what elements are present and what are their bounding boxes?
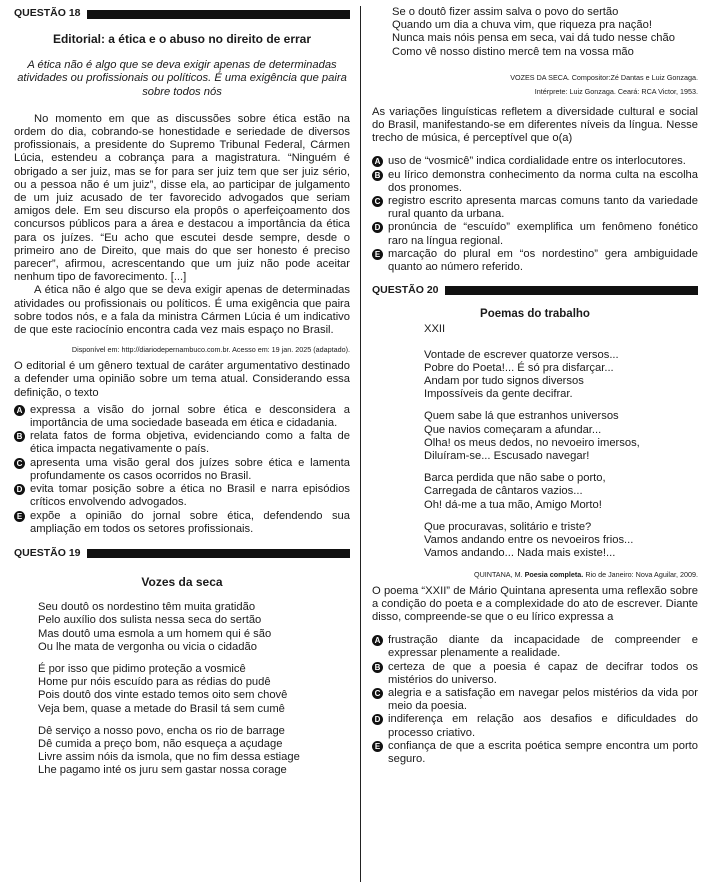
song-stanza [38,601,350,654]
poem-line: Quem sabe lá que estranhos universos [424,410,619,423]
poem-number: XXII [424,323,446,336]
poem-source [372,570,698,579]
song-title: Vozes da seca [141,574,223,589]
song-line: É por isso que pidimo proteção a vosmicê [38,662,246,675]
right-column [372,0,698,766]
option-letter-marker: D [14,484,25,495]
poem-source-work: Poesia completa. [524,569,584,579]
option-text: expressa a visão do jornal sobre ética e desconsidera a importância de uma sociedade baseada em ética e cidadania. [30,403,350,430]
question-20-label: QUESTÃO 20 [372,283,439,296]
song-stanza [38,663,350,716]
question-19-header [14,546,350,562]
option-letter-marker: C [14,458,25,469]
question-18-stem: O editorial é um gênero textual de caráter argumentativo destinado a defender uma opinião sobre um tema atual. Considerando essa definição, o texto [14,360,350,399]
option-b[interactable] [372,169,698,195]
option-text: frustração diante da incapacidade de compreender e expressar plenamente a realidade. [388,634,698,660]
option-letter-marker: C [372,688,383,699]
option-letter-marker: E [14,511,25,522]
song-line: Home pur nóis escuído para as rédias do pudê [38,676,271,689]
option-d[interactable] [372,221,698,247]
song-line: Seu doutô os nordestino têm muita gratidão [38,601,256,614]
editorial-lead: A ética não é algo que se deva exigir apenas de determinadas atividades ou profissionais ou políticos. É uma exigência que paira sobre todos nós [17,59,347,98]
option-d[interactable] [372,713,698,739]
option-letter-marker: E [372,741,383,752]
poem-stanza [424,410,698,463]
song-lyrics-continued [372,6,698,59]
poem-stanza [424,472,698,512]
poem-line: Que navios começaram a afundar... [424,423,602,436]
song-line: Se o doutô fizer assim salva o povo do sertão [392,6,619,18]
header-bar [87,10,350,19]
song-line: Veja bem, quase a metade do Brasil tá sem cumê [38,702,285,715]
question-20-stem: O poema “XXII” de Mário Quintana apresenta uma reflexão sobre a condição do poeta e a complexidade do ato de escrever. Diante disso, compreende-se que o eu lírico expressa a [372,584,698,623]
editorial-source: Disponível em: http://diariodepernambuco.com.br. Acesso em: 19 jan. 2025 (adaptado). [71,345,350,355]
poem-source-publisher: Rio de Janeiro: Nova Aguilar, 2009. [585,569,698,579]
header-bar [445,286,698,295]
question-20-header [372,282,698,298]
song-line: Dê serviço a nosso povo, encha os rio de barrage [38,724,285,737]
header-bar [87,549,350,558]
poem-line: Barca perdida que não sabe o porto, [424,472,606,485]
option-letter-marker: C [372,196,383,207]
option-letter-marker: E [372,249,383,260]
option-text: relata fatos de forma objetiva, evidenciando como a falta de ética impacta negativamente o país. [30,430,350,456]
option-a[interactable] [372,155,698,168]
poem-stanza [424,521,698,561]
option-letter-marker: B [372,170,383,181]
poem-line: Olha! os meus dedos, no nevoeiro imersos, [424,436,640,449]
option-text: alegria e a satisfação em navegar pelos mistérios da vida por meio da poesia. [388,686,698,713]
option-text: evita tomar posição sobre a ética no Brasil e narra episódios críticos envolvendo advogados. [30,483,350,509]
song-line: Quando um dia a chuva vim, que riqueza pra nação! [392,19,652,32]
option-text: uso de “vosmicê” indica cordialidade entre os interlocutores. [388,155,686,168]
poem-line: Carregada de cântaros vazios... [424,485,583,498]
question-19-label: QUESTÃO 19 [14,547,81,560]
song-line: Nunca mais nóis pensa em seca, vai dá tudo nesse chão [392,32,675,45]
option-letter-marker: A [372,156,383,167]
song-stanza [392,6,698,59]
poem-line: Oh! dá-me a tua mão, Amigo Morto! [424,498,602,511]
poem-line: Diluíram-se... Escusado navegar! [424,450,590,463]
option-text: confiança de que a escrita poética sempre encontra um porto seguro. [388,739,698,765]
song-line: Livre assim nóis da ismola, que no fim dessa estiage [38,751,300,764]
option-c[interactable] [372,195,698,221]
song-line: Ou lhe mata de vergonha ou vicia o cidadão [38,640,257,653]
option-e[interactable] [372,248,698,274]
poem-line: Andam por tudo signos diversos [424,375,584,388]
poem-line: Impossíveis da gente decifrar. [424,388,573,401]
song-lyrics [14,601,350,777]
option-text: certeza de que a poesia é capaz de decifrar todos os mistérios do universo. [388,660,698,686]
option-text: expõe a opinião do jornal sobre ética, defendendo sua ampliação em todos os setores profissionais. [30,509,350,535]
option-letter-marker: D [372,714,383,725]
poem-line: Vontade de escrever quatorze versos... [424,348,619,361]
editorial-paragraph-2: A ética não é algo que se deva exigir apenas de determinadas atividades ou profissionais ou políticos. É uma exigência que paira sobre todos nós, e a fala da ministra Cármen Lúcia é um indicativo de que este raciocínio encontra cada vez mais espaço no Brasil. [14,284,350,337]
option-letter-marker: A [14,405,25,416]
option-e[interactable] [372,740,698,766]
option-letter-marker: A [372,635,383,646]
song-source-line-2: Intérprete: Luiz Gonzaga. Ceará: RCA Victor, 1953. [534,86,698,96]
option-text: marcação do plural em “os nordestino” gera ambiguidade quanto ao número referido. [388,247,698,274]
song-line: Lhe pagamo inté os juru sem gastar nossa corage [38,764,287,777]
option-text: apresenta uma visão geral dos juízes sobre ética e lamenta profundamente os casos ocorridos no Brasil. [30,456,350,482]
song-line: Pelo auxílio dos sulista nessa seca do sertão [38,614,262,627]
question-20-options [372,634,698,766]
poem-source-author: QUINTANA, M. [473,569,523,579]
song-line: Dê cumida a preço bom, não esqueça a açudage [38,737,283,750]
option-text: eu lírico demonstra conhecimento da norma culta na escolha dos pronomes. [388,168,698,194]
editorial-paragraph-1: No momento em que as discussões sobre ética estão na ordem do dia, cobrando-se honestidade e seriedade de diversos profissionais, a presidente do Supremo Tribunal Federal, Cármen Lúcia, estendeu a cobrança para a magistratura. “Ninguém é obrigado a ser juiz, mas se for para ser juiz tem que ser juiz sério, ou a pessoa não é um juiz”, disse ela, ao participar de julgamento de um juiz acusado de ter favorecido advogados que seriam amigos dele. Em seu discurso ela propôs o aperfeiçoamento dos concursos públicos para a área e destacou a importância da ética para os juízes. “Eu acho que escutei desde sempre, desde o primeiro ano de Direito, que mais do que ser honesto é preciso parecer”, afirmou, acrescentando que um juiz não pode aceitar nenhum tipo de favorecimento. [...] [14,112,350,284]
option-c[interactable] [372,687,698,713]
question-18-label: QUESTÃO 18 [14,7,81,20]
option-c[interactable] [14,457,350,483]
option-a[interactable] [372,634,698,660]
poem-collection-title: Poemas do trabalho [480,308,590,321]
question-18-options [14,404,350,536]
song-line: Mas doutô uma esmola a um homem qui é são [38,627,272,640]
question-18-header [14,6,350,22]
question-19-options [372,155,698,274]
option-text: pronúncia de “escuído” exemplifica um fenômeno fonético raro na língua regional. [388,221,698,247]
poem-stanza [424,349,698,402]
option-text: indiferença em relação aos desafios e dificuldades do processo criativo. [388,713,698,739]
poem-text [372,349,698,561]
option-d[interactable] [14,483,350,509]
option-text: registro escrito apresenta marcas comuns tanto da variedade rural quanto da urbana. [388,195,698,221]
poem-line: Que procuravas, solitário e triste? [424,520,592,533]
option-letter-marker: D [372,222,383,233]
option-e[interactable] [14,510,350,536]
song-source-line-1: VOZES DA SECA. Compositor:Zé Dantas e Luiz Gonzaga. [510,72,698,82]
poem-line: Vamos andando... Nada mais existe!... [424,547,616,560]
poem-line: Pobre do Poeta!... É só pra disfarçar... [424,361,614,374]
poem-line: Vamos andando entre os nevoeiros frios... [424,534,634,547]
song-stanza [38,725,350,778]
option-b[interactable] [14,430,350,456]
left-column [14,0,350,787]
song-line: Pois doutô dos vinte estado temos oito sem chovê [38,689,288,702]
question-19-stem: As variações linguísticas refletem a diversidade cultural e social do Brasil, manifestando-se em diferentes níveis da língua. Nesse trecho de música, é perceptível que o(a) [372,105,698,145]
option-letter-marker: B [372,662,383,673]
song-line: Como vê nosso distino mercê tem na vossa mão [392,45,634,58]
option-b[interactable] [372,661,698,687]
column-divider [360,6,361,882]
option-letter-marker: B [14,431,25,442]
editorial-title: Editorial: a ética e o abuso no direito de errar [52,32,312,46]
option-a[interactable] [14,404,350,430]
